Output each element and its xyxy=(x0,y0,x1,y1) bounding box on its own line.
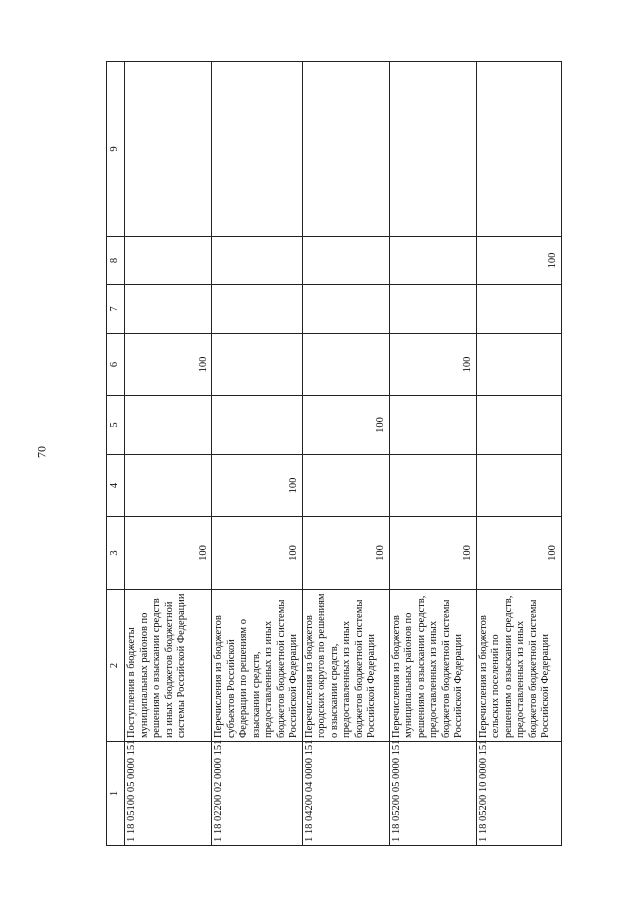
value-cell: 100 xyxy=(125,334,212,396)
name-text: Перечисления из бюджетов сельских поселений по решениям о взыскании средств, предоставленных из иных бюджетов бюджетной системы Российской Федерации xyxy=(477,595,551,738)
value-cell xyxy=(476,334,561,396)
value-cell: 100 xyxy=(389,334,476,396)
name-cell xyxy=(389,590,476,742)
name-cell xyxy=(302,590,389,742)
code-cell: 1 18 05200 05 0000 151 xyxy=(389,742,476,846)
value-cell xyxy=(389,455,476,517)
value-cell: 100 xyxy=(302,396,389,455)
page-number: 70 xyxy=(34,446,49,458)
header-cell: 8 xyxy=(107,237,125,285)
value-cell: 100 xyxy=(212,517,303,590)
table-row xyxy=(389,62,476,846)
table-row xyxy=(302,62,389,846)
value-cell xyxy=(389,285,476,334)
value-cell xyxy=(476,62,561,237)
code-cell: 1 18 05200 10 0000 151 xyxy=(476,742,561,846)
name-text: Перечисления из бюджетов муниципальных районов по решениям о взыскании средств, предоставленных из иных бюджетов бюджетной системы Российской Федерации xyxy=(390,595,464,738)
value-cell: 100 xyxy=(302,517,389,590)
value-cell: 100 xyxy=(212,455,303,517)
name-cell xyxy=(125,590,212,742)
value-cell xyxy=(212,396,303,455)
value-cell xyxy=(212,334,303,396)
code-cell: 1 18 02200 02 0000 151 xyxy=(212,742,303,846)
name-text: Перечисления из бюджетов городских округов по решениям о взыскании средств, предоставленных из иных бюджетов бюджетной системы Российской Федерации xyxy=(303,593,377,738)
value-cell xyxy=(389,62,476,237)
value-cell xyxy=(302,285,389,334)
value-cell xyxy=(389,396,476,455)
table-container xyxy=(106,62,556,846)
table-row xyxy=(212,62,303,846)
value-cell xyxy=(212,237,303,285)
value-cell xyxy=(302,334,389,396)
value-cell xyxy=(476,285,561,334)
table-row xyxy=(476,62,561,846)
value-cell xyxy=(125,237,212,285)
header-cell: 7 xyxy=(107,285,125,334)
value-cell xyxy=(476,455,561,517)
name-cell xyxy=(476,590,561,742)
header-cell: 1 xyxy=(107,742,125,846)
code-cell: 1 18 04200 04 0000 151 xyxy=(302,742,389,846)
code-cell: 1 18 05100 05 0000 151 xyxy=(125,742,212,846)
value-cell: 100 xyxy=(125,517,212,590)
value-cell xyxy=(125,396,212,455)
header-cell: 5 xyxy=(107,396,125,455)
value-cell xyxy=(302,455,389,517)
header-cell: 9 xyxy=(107,62,125,237)
header-cell: 4 xyxy=(107,455,125,517)
value-cell xyxy=(302,237,389,285)
value-cell: 100 xyxy=(476,237,561,285)
table-header-row xyxy=(107,62,125,846)
name-text: Перечисления из бюджетов субъектов Российской Федерации по решениям о взыскании средств, предоставленных из иных бюджетов бюджетной системы Российской Федерации xyxy=(213,599,299,738)
header-cell: 6 xyxy=(107,334,125,396)
name-cell xyxy=(212,590,303,742)
value-cell: 100 xyxy=(476,517,561,590)
value-cell xyxy=(389,237,476,285)
value-cell xyxy=(125,285,212,334)
header-cell: 2 xyxy=(107,590,125,742)
value-cell xyxy=(302,62,389,237)
name-text: Поступления в бюджеты муниципальных районов по решениям о взыскании средств из иных бюджетов бюджетной системы Российской Федерации xyxy=(126,593,187,738)
value-cell xyxy=(125,455,212,517)
table-row xyxy=(125,62,212,846)
budget-table xyxy=(106,61,562,846)
value-cell xyxy=(212,285,303,334)
value-cell: 100 xyxy=(389,517,476,590)
value-cell xyxy=(212,62,303,237)
value-cell xyxy=(476,396,561,455)
value-cell xyxy=(125,62,212,237)
header-cell: 3 xyxy=(107,517,125,590)
